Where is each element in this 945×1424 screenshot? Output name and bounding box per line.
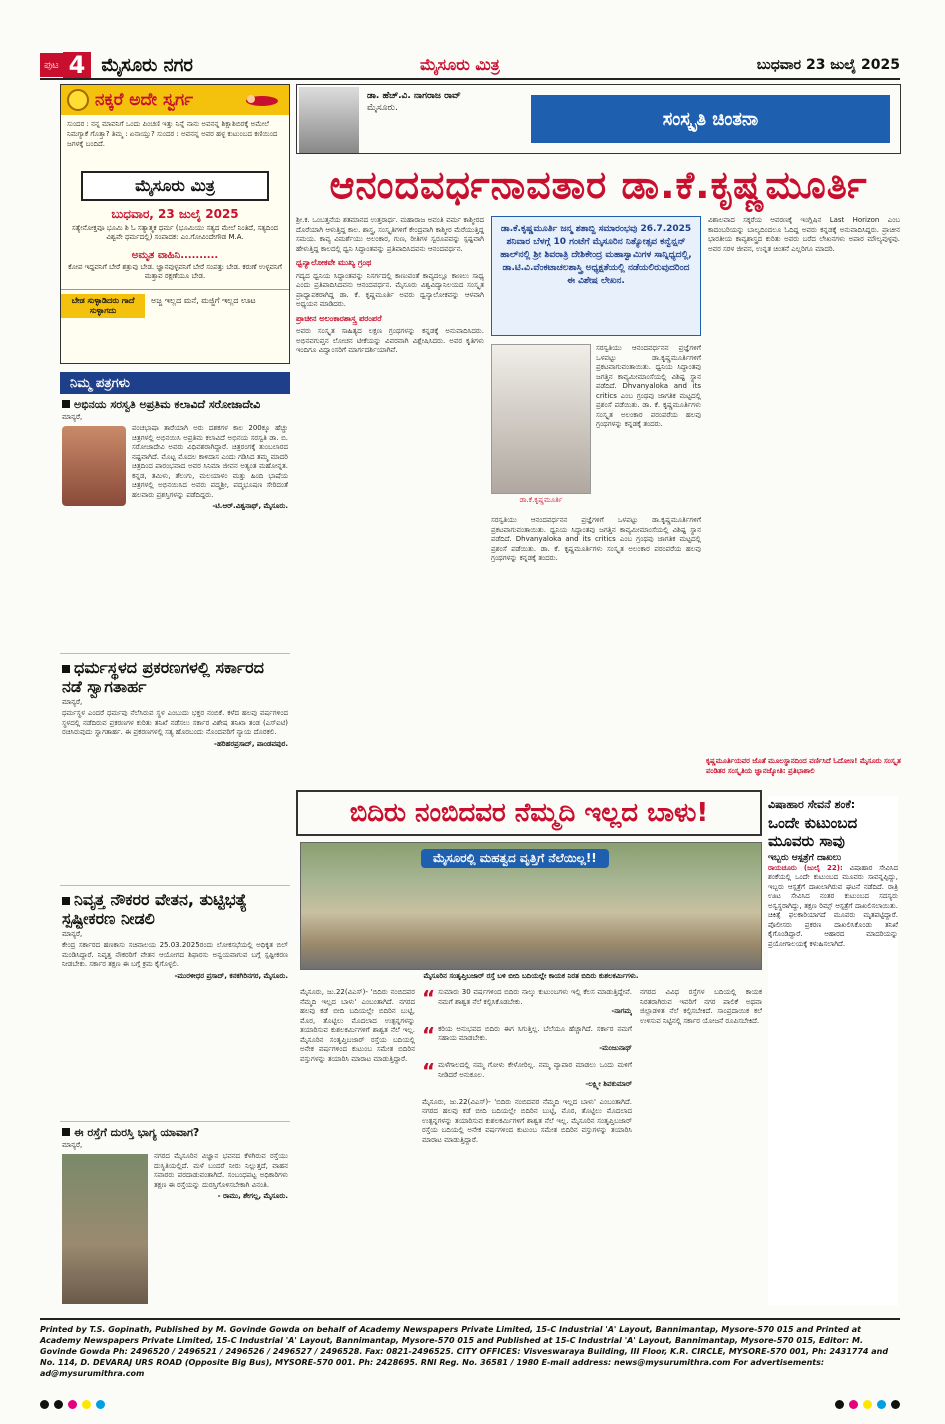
- amrita-title: ಅಮೃತ ವಾಹಿನಿ..........: [131, 250, 219, 261]
- page-number: 4: [63, 52, 92, 78]
- letter-salutation: ಮಾನ್ಯರೆ,: [62, 1141, 83, 1149]
- culture-column-header: [296, 84, 901, 154]
- letter-salutation: ಮಾನ್ಯರೆ,: [62, 413, 83, 421]
- quote-block: “ ಕರಿಯ ಅನುಭವದ ಬಿದಿರು ಈಗ ಸಿಗುತ್ತಿಲ್ಲ. ಬೆಲೆಯೂ ಹೆಚ್ಚಾಗಿದೆ. ಸರ್ಕಾರ ನಮಗೆ ಸಹಾಯ ಮಾಡಬೇಕು. -ಮಂಜುನಾಥ್: [422, 1022, 632, 1052]
- registration-dot: [877, 1400, 886, 1409]
- section-title: ಮೈಸೂರು ನಗರ: [101, 54, 193, 76]
- letter-item: [60, 654, 290, 886]
- photo-caption: ಡಾ.ಕೆ.ಕೃಷ್ಣಮೂರ್ತಿ: [519, 496, 563, 504]
- quote-author: -ಮಂಜುನಾಥ್: [599, 1043, 632, 1052]
- bamboo-caption: ಮೈಸೂರಿನ ಸಂತೃಪ್ತಿಬಜಾರ್ ರಸ್ತೆ ಬಳಿ ಬೀದಿ ಬದಿಯಲ್ಲೇ ಕಾಯಕ ನಿರತ ಬಿದಿರು ಕುಶಲಕರ್ಮಿಗಳು.: [423, 972, 639, 980]
- letter-body: ಪಂಚಭಾಷಾ ತಾರೆಯಾಗಿ ಅರು ದಶಕಗಳ ಕಾಲ 200ಕ್ಕೂ ಹೆಚ್ಚು ಚಿತ್ರಗಳಲ್ಲಿ ಅಭಿನಯಿಸಿ ಅಪ್ರತಿಮ ಕಲಾವಿದೆ ಅಭಿನಯ ಸರಸ್ವತಿ ಡಾ. ಬಿ. ಸರೋಜಾದೇವಿ ಅವರು ವಿಧಿವಶರಾಗಿದ್ದಾರೆ. ಚಿತ್ರರಂಗಕ್ಕೆ ತುಂಬಲಾರದ ನಷ್ಟವಾಗಿದೆ. ಮೊಟ್ಟ ಮೊದಲ ಕಾಳಿದಾಸ ಎಂದು ಗಡಿಸಿದ ತಮ್ಮ ಮಾದರಿ ಚಿತ್ರದಿಂದ ಪಾರಂಭವಾದ ಅವರ ಸಿನಿಮಾ ಜೀವನ ಅತ್ಯಂತ ಮಹೋನ್ನತ. ಕನ್ನಡ, ತಮಿಳು, ತೆಲುಗು, ಮಲಯಾಳಂ ಮತ್ತು ಹಿಂದಿ ಭಾಷೆಯ ಚಿತ್ರಗಳಲ್ಲಿ ಅಭಿನಯಿಸಿದ ಅವರು ಪದ್ಮಶ್ರೀ, ಪದ್ಮಭೂಷಣ ಸೇರಿದಂತೆ ಹಲವಾರು ಪ್ರಶಸ್ತಿಗಳನ್ನು ಪಡೆದಿದ್ದರು.: [132, 424, 288, 499]
- registration-dot: [891, 1400, 900, 1409]
- joke-box: [60, 84, 290, 364]
- amrita-text: ಕೋಪ ಇದ್ದವನಿಗೆ ಬೇರೆ ಶತ್ರುವು ಬೇಡ. ಜ್ಞಾನವುಳ್ಳವನಿಗೆ ಬೇರೆ ಸಂಪತ್ತು ಬೇಡ. ಕರುಣೆ ಉಳ್ಳವನಿಗೆ ಮತ್ತಾವ ರಕ್ಷಣೆಯೂ ಬೇಡ.: [68, 263, 282, 280]
- quote-mark-icon: “: [422, 1022, 436, 1047]
- letter-item: [60, 394, 290, 654]
- article-paragraph: ವಿಶಾಲವಾದ ಸಕ್ಕರೆಯ ಆವರಣಕ್ಕೆ ಇಂಗ್ಲಿಷಿನ Last Horizon ಎಂಬ ಕಾದಂಬರಿಯನ್ನು ಬಾಲ್ಯದಿಂದಲೂ ಓದಿದ್ದ ಅವರು ಕನ್ನಡಕ್ಕೆ ಅನುವಾದಿಸಿದ್ದರು. ಪ್ರಾಚೀನ ಭಾರತೀಯ ಕಾವ್ಯಶಾಸ್ತ್ರದ ಕುರಿತು ಅವರು ಬರೆದ ಲೇಖನಗಳು ಅಪಾರ ಮೌಲ್ಯವುಳ್ಳವು. ಅವರ ಸರಳ ಜೀವನ, ಉನ್ನತ ಚಿಂತನೆ ಎಲ್ಲರಿಗೂ ಮಾದರಿ.: [708, 216, 900, 253]
- event-notice: ಡಾ.ಕೆ.ಕೃಷ್ಣಮೂರ್ತಿ ಜನ್ಮ ಶತಾಬ್ದಿ ಸಮಾರಂಭವು 26.7.2025 ಶನಿವಾರ ಬೆಳಗ್ಗೆ 10 ಗಂಟೆಗೆ ಮೈಸೂರಿನ ನಿತ್ಯೋತ್ಸವ ಕನ್ವೆನ್ಷನ್ ಹಾಲ್‌ನಲ್ಲಿ ಶ್ರೀ ಶಿವರಾತ್ರಿ ದೇಶಿಕೇಂದ್ರ ಮಹಾಸ್ವಾಮಿಗಳ ಸಾನ್ನಿಧ್ಯದಲ್ಲಿ, ಡಾ.ಟಿ.ವಿ.ವೆಂಕಟಾಚಲಶಾಸ್ತ್ರಿ ಅಧ್ಯಕ್ಷತೆಯಲ್ಲಿ ನಡೆಯಲಿರುವುದರಿಂದ ಈ ವಿಶೇಷ ಲೇಖನ.: [491, 216, 701, 336]
- side-story-sub: ಇಬ್ಬರು ಆಸ್ಪತ್ರೆಗೆ ದಾಖಲು: [768, 853, 842, 863]
- actress-portrait: [62, 426, 126, 506]
- quote-author: -ನಾಗಮ್ಮ: [611, 1007, 632, 1015]
- masthead: [40, 52, 900, 80]
- joke-text: ಸುಂದರ : ನನ್ನ ಮಾವನಿಗೆ ಒಂದು ಪಿಂಚಣಿ ಇತ್ತು ನಿನ್ನೆ ನಾನು ಅವನನ್ನ ಶಿಕ್ಷಾಶಿಬಿರಕ್ಕೆ ಅಮೇಲೆ ನಿಮಗ್ಯಾಕೆ ಗೊತ್ತಾ? ತಿಮ್ಮ : ಏನಾಯ್ತು? ಸುಂದರ : ಅವನನ್ನ ಅವರ ಹಳ್ಳ ಕುಟುಂಬದ ಕಣಿಯಿಂದ ಜಗಳಕ್ಕೆ ಬಂದಿದೆ.: [67, 120, 278, 148]
- bullet-square-icon: [62, 400, 70, 408]
- letter-body: ಧರ್ಮಸ್ಥಳ ಎಂದರೆ ಧರ್ಮವು ನೆಲೆಸಿರುವ ಸ್ಥಳ ಎಂಬುದು ಭಕ್ತರ ನಂಬಿಕೆ. ಕಳೆದ ಹಲವು ವರ್ಷಗಳಿಂದ ಸ್ಥಳದಲ್ಲಿ ನಡೆದಿರುವ ಪ್ರಕರಣಗಳ ಕುರಿತು ತನಿಖೆ ನಡೆಸಲು ಸರ್ಕಾರ ವಿಶೇಷ ತನಿಖಾ ತಂಡ (ಎಸ್‌ಐಟಿ) ರಚಿಸಿರುವುದು ಸ್ವಾಗತಾರ್ಹ. ಈ ಪ್ರಕರಣಗಳಲ್ಲಿ ಸತ್ಯ ಹೊರಬಂದು ನೊಂದವರಿಗೆ ನ್ಯಾಯ ದೊರಕಲಿ.: [62, 709, 288, 736]
- imprint-footer: Printed by T.S. Gopinath, Published by M. Govinde Gowda on behalf of Academy Newspapers Private Limited, 15-C Industrial 'A' Layout, Bannimantap, Mysore-570 015 and Printed at Academy Newspapers Private Limited, 15-C Industrial 'A' Layout, Bannimantap, Mysore-570 015 and Published at 15-C Industrial 'A' Layout, Bannimantap, Mysore-570 015, Editor: M. Govinde Gowda Ph: 2496520 / 2496521 / 2496526 / 2496527 / 2496528. Fax: 0821-2496525. CITY OFFICES: Visveswaraya Building, III Floor, K.R. CIRCLE, MYSORE-570 001, Ph: 2431774 and No. 114, D. DEVARAJ URS ROAD (Opposite Big Bus), MYSORE-570 001. Ph: 2428695. RNI Reg. No. 36581 / 1980 E-mail address: news@mysurumithra.com For advertisements: ad@mysurumithra.com: [40, 1318, 900, 1386]
- proverb: [61, 289, 289, 318]
- dateline: ರಾಯಚೂರು (ಜುಲೈ 22):: [768, 863, 843, 872]
- letters-heading: ನಿಮ್ಮ ಪತ್ರಗಳು: [60, 372, 290, 394]
- letter-body: ಕೇಂದ್ರ ಸರ್ಕಾರದ ಹಣಕಾಸು ಸಚಿವಾಲಯ 25.03.2025ರಂದು ಲೋಕಸಭೆಯಲ್ಲಿ ಅಧಿಕೃತ ಬಿಲ್ ಮಂಡಿಸಿದ್ದಾರೆ. ನಿವೃತ್ತ ನೌಕರರಿಗೆ ವೇತನ ಆಯೋಗದ ಶಿಫಾರಸು ಅನ್ವಯವಾಗುವ ಬಗ್ಗೆ ಸ್ಪಷ್ಟೀಕರಣ ನೀಡಬೇಕು. ಸರ್ಕಾರ ತಕ್ಷಣ ಈ ಬಗ್ಗೆ ಕ್ರಮ ಕೈಗೊಳ್ಳಲಿ.: [62, 941, 288, 968]
- quote-author: -ಲಕ್ಷ್ಮೀ ಶಿವಕುಮಾರ್: [585, 1080, 632, 1088]
- letter-signature: -ಮುರಳೀಧರ ಪ್ರಸಾದ್, ಕನಕಗಿರಿನಗರ, ಮೈಸೂರು.: [174, 971, 288, 980]
- letter-title: ಅಭಿನಯ ಸರಸ್ವತಿ ಅಪ್ರತಿಮ ಕಲಾವಿದೆ ಸರೋಜಾದೇವಿ: [62, 398, 288, 411]
- registration-dot: [96, 1400, 105, 1409]
- paper-logo: ಮೈಸೂರು ಮಿತ್ರ: [81, 171, 269, 201]
- letter-title: ಧರ್ಮಸ್ಥಳದ ಪ್ರಕರಣಗಳಲ್ಲಿ ಸರ್ಕಾರದ ನಡೆ ಸ್ವಾಗತಾರ್ಹ: [62, 658, 264, 696]
- krishnamurthy-portrait: [491, 344, 591, 494]
- letter-signature: - ರಾಮು, ಶೇಗಲ್ಲ, ಮೈಸೂರು.: [217, 1192, 288, 1200]
- registration-dot: [82, 1400, 91, 1409]
- registration-dot: [863, 1400, 872, 1409]
- author-place: ಮೈಸೂರು.: [367, 103, 398, 113]
- left-column: [60, 84, 290, 1312]
- article-column-2a: [596, 344, 701, 504]
- letter-title: ನಿವೃತ್ತ ನೌಕರರ ವೇತನ, ತುಟ್ಟಿಭತ್ಯೆ ಸ್ಪಷ್ಟೀಕರಣ ನೀಡಲಿ: [62, 890, 247, 928]
- quote-block: “ ಮಳೆಗಾಲದಲ್ಲಿ ನಮ್ಮ ಗೋಳು ಕೇಳೋರಿಲ್ಲ. ನಮ್ಮ ವ್ಯಾಪಾರ ಮಾಡಲು ಒಂದು ಮಳಿಗೆ ನೀಡಿದರೆ ಅನುಕೂಲ. -ಲಕ್ಷ್ಮೀ ಶಿವಕುಮಾರ್: [422, 1059, 632, 1088]
- side-story-body: ಇಬ್ಬರು ಆಸ್ಪತ್ರೆಗೆ ದಾಖಲು ರಾಯಚೂರು (ಜುಲೈ 22): ವಿಷಾಹಾರ ಸೇವಿಸಿದ ಶಂಕೆಯಲ್ಲಿ ಒಂದೇ ಕುಟುಂಬದ ಮೂವರು ಸಾವನ್ನಪ್ಪಿದ್ದು, ಇಬ್ಬರು ಆಸ್ಪತ್ರೆಗೆ ದಾಖಲಾಗಿರುವ ಘಟನೆ ನಡೆದಿದೆ. ರಾತ್ರಿ ಊಟ ಸೇವಿಸಿದ ನಂತರ ಕುಟುಂಬದ ಸದಸ್ಯರು ಅಸ್ವಸ್ಥರಾಗಿದ್ದು, ತಕ್ಷಣ ರಿಮ್ಸ್ ಆಸ್ಪತ್ರೆಗೆ ದಾಖಲಿಸಲಾಯಿತು. ಚಿಕಿತ್ಸೆ ಫಲಕಾರಿಯಾಗದೆ ಮೂವರು ಮೃತಪಟ್ಟಿದ್ದಾರೆ. ಪೊಲೀಸರು ಪ್ರಕರಣ ದಾಖಲಿಸಿಕೊಂಡು ತನಿಖೆ ಕೈಗೊಂಡಿದ್ದಾರೆ. ಆಹಾರದ ಮಾದರಿಯನ್ನು ಪ್ರಯೋಗಾಲಯಕ್ಕೆ ಕಳುಹಿಸಲಾಗಿದೆ.: [768, 853, 898, 948]
- color-dots-right: [835, 1400, 900, 1409]
- proverb-label: ಬೇಡ ಸುಳ್ಳಾಡಿದರು ಗಾದೆ ಸುಳ್ಳಾಗದು: [61, 294, 145, 318]
- article-subhead: ಪ್ರಾಚೀನ ಅಲಂಕಾರಶಾಸ್ತ್ರ ಪರಂಪರೆ: [296, 313, 382, 323]
- registration-dot: [849, 1400, 858, 1409]
- bullet-square-icon: [62, 1128, 70, 1136]
- author-info: [361, 85, 521, 153]
- bamboo-crafts-photo: [300, 842, 762, 970]
- color-dots-left: [40, 1400, 105, 1409]
- side-story: [768, 796, 898, 1306]
- article-paragraph: ನಗರದ ವಿವಿಧ ರಸ್ತೆಗಳ ಬದಿಯಲ್ಲಿ ಕಾಯಕ ನಿರತರಾಗಿರುವ ಇವರಿಗೆ ನಗರ ಪಾಲಿಕೆ ಅಥವಾ ಜಿಲ್ಲಾಡಳಿತ ನೆಲೆ ಕಲ್ಪಿಸಬೇಕಿದೆ. ಸಾಂಪ್ರದಾಯಿಕ ಕಲೆ ಉಳಿಸುವ ನಿಟ್ಟಿನಲ್ಲಿ ಸರ್ಕಾರ ಯೋಜನೆ ರೂಪಿಸಬೇಕಿದೆ.: [640, 988, 762, 1025]
- photo-banner: ಮೈಸೂರಲ್ಲಿ ಮಹತ್ವದ ವೃತ್ತಿಗೆ ನೆಲೆಯಿಲ್ಲ!!: [421, 849, 609, 868]
- masthead-date: ಬುಧವಾರ 23 ಜುಲೈ 2025: [756, 57, 900, 73]
- article-paragraph: ಮೈಸೂರು, ಜು.22(ವಿಎಸ್)- 'ಬಿದಿರು ನಂಬಿದವರ ನೆಮ್ಮದಿ ಇಲ್ಲದ ಬಾಳು' ಎಂಬಂತಾಗಿದೆ. ನಗರದ ಹಲವು ಕಡೆ ಬೀದಿ ಬದಿಯಲ್ಲೇ ಬಿದಿರಿನ ಬುಟ್ಟಿ, ಮೊರ, ತೊಟ್ಟಿಲು ಮೊದಲಾದ ಉತ್ಪನ್ನಗಳನ್ನು ತಯಾರಿಸುವ ಕುಶಲಕರ್ಮಿಗಳಿಗೆ ಶಾಶ್ವತ ನೆಲೆ ಇಲ್ಲ. ಮೈಸೂರಿನ ಸಂತೃಪ್ತಿಬಜಾರ್ ರಸ್ತೆಯ ಬದಿಯಲ್ಲಿ ಅನೇಕ ವರ್ಷಗಳಿಂದ ಕುಟುಂಬ ಸಮೇತ ಬಿದಿರಿನ ವಸ್ತುಗಳನ್ನು ತಯಾರಿಸಿ ಮಾರಾಟ ಮಾಡುತ್ತಿದ್ದಾರೆ.: [300, 988, 415, 1063]
- letter-body: ನಗರದ ಮೈಸೂರಿನ ವಿಜ್ಞಾನ ಭವನದ ಕೆಳಗಿರುವ ರಸ್ತೆಯು ದುಸ್ಥಿತಿಯಲ್ಲಿದೆ. ಮಳೆ ಬಂದರೆ ನೀರು ನಿಲ್ಲುತ್ತದೆ, ವಾಹನ ಸವಾರರು ಪರದಾಡುವಂತಾಗಿದೆ. ಸಂಬಂಧಪಟ್ಟ ಅಧಿಕಾರಿಗಳು ತಕ್ಷಣ ಈ ರಸ್ತೆಯನ್ನು ದುರಸ್ತಿಗೊಳಿಸಬೇಕಾಗಿ ವಿನಂತಿ.: [154, 1152, 288, 1189]
- author-name: ಡಾ. ಹೆಚ್.ವಿ. ನಾಗರಾಜ ರಾವ್: [367, 91, 461, 101]
- registration-dot: [40, 1400, 49, 1409]
- article-paragraph: ಶ್ರೀ.ಕ. ಒಂಬತ್ತನೆಯ ಶತಮಾನದ ಉತ್ತರಾರ್ಧ. ಮಹಾರಾಜ ಅವಂತಿ ವರ್ಮ ಕಾಶ್ಮೀರದ ದೊರೆಯಾಗಿ ಆಳುತ್ತಿದ್ದ ಕಾಲ. ಶಾಸ್ತ್ರ, ಸಂಸ್ಕೃತಿಗಳಿಗೆ ಕೇಂದ್ರವಾಗಿ ಕಾಶ್ಮೀರ ಮೆರೆಯುತ್ತಿದ್ದ ಸಮಯ. ಕಾವ್ಯ ವಿಮರ್ಶೆಯು ಅಲಂಕಾರ, ಗುಣ, ರೀತಿಗಳ ಸ್ವರೂಪವನ್ನು ಸ್ಪಷ್ಟವಾಗಿ ಹೇಳುತ್ತಿದ್ದ ಕಾಲದಲ್ಲಿ ಧ್ವನಿ ಸಿದ್ಧಾಂತವನ್ನು ಪ್ರತಿಪಾದಿಸಿದವನು ಆನಂದವರ್ಧನ.: [296, 216, 484, 253]
- registration-dot: [68, 1400, 77, 1409]
- bamboo-quotes: [422, 988, 632, 1308]
- side-story-headline: ವಿಷಾಹಾರ ಸೇವನೆ ಶಂಕೆ: ಒಂದೇ ಕುಟುಂಬದ ಮೂವರು ಸಾವು: [768, 796, 898, 850]
- registration-dot: [835, 1400, 844, 1409]
- article-footnote: ಕೃಷ್ಣಮೂರ್ತಿಯವರ ಜೊತೆ ಮೂಲಸ್ಥಾನದಿಂದ ವರ್ಣಿಸಿದೆ ಓದೋಣ! ಮೈಸೂರು ಸಂಸ್ಕೃತ ಪಂಡಿತರ ಸಂಸ್ಕೃತಿಯ ಜ್ಞಾನಜ್ಯೋತಿ: ಪ್ರತಿಭಾಶಾಲಿ: [706, 757, 901, 775]
- article-column-2: [491, 516, 701, 776]
- joke-header: [61, 85, 289, 115]
- article-paragraph: ಸರಸ್ವತಿಯು ಆನಂದವರ್ಧನನ ಪ್ರಜ್ಞೆಗಳಿಗೆ ಒಳಪಟ್ಟು ಡಾ.ಕೃಷ್ಣಮೂರ್ತಿಗಳಿಗೆ ಪ್ರಕಟವಾಗುವಂತಾಯಿತು. ಧ್ವನಿಯ ಸಿದ್ಧಾಂತವು ಜಗತ್ತಿನ ಕಾವ್ಯಮೀಮಾಂಸೆಯಲ್ಲಿ ವಿಶಿಷ್ಟ ಸ್ಥಾನ ಪಡೆದಿದೆ. Dhvanyaloka and its critics ಎಂಬ ಗ್ರಂಥವು ಜಾಗತಿಕ ಮಟ್ಟದಲ್ಲಿ ಪ್ರಶಂಸೆ ಪಡೆಯಿತು. ಡಾ. ಕೆ. ಕೃಷ್ಣಮೂರ್ತಿಗಳು ಸಂಸ್ಕೃತ ಅಲಂಕಾರ ಪರಂಪರೆಯ ಹಲವು ಗ್ರಂಥಗಳನ್ನು ಕನ್ನಡಕ್ಕೆ ತಂದರು.: [596, 344, 701, 428]
- registration-marks: [40, 1400, 900, 1409]
- article-paragraph: ಸರಸ್ವತಿಯು ಆನಂದವರ್ಧನನ ಪ್ರಜ್ಞೆಗಳಿಗೆ ಒಳಪಟ್ಟು ಡಾ.ಕೃಷ್ಣಮೂರ್ತಿಗಳಿಗೆ ಪ್ರಕಟವಾಗುವಂತಾಯಿತು. ಧ್ವನಿಯ ಸಿದ್ಧಾಂತವು ಜಗತ್ತಿನ ಕಾವ್ಯಮೀಮಾಂಸೆಯಲ್ಲಿ ವಿಶಿಷ್ಟ ಸ್ಥಾನ ಪಡೆದಿದೆ. Dhvanyaloka and its critics ಎಂಬ ಗ್ರಂಥವು ಜಾಗತಿಕ ಮಟ್ಟದಲ್ಲಿ ಪ್ರಶಂಸೆ ಪಡೆಯಿತು. ಡಾ. ಕೆ. ಕೃಷ್ಣಮೂರ್ತಿಗಳು ಸಂಸ್ಕೃತ ಅಲಂಕಾರ ಪರಂಪರೆಯ ಹಲವು ಗ್ರಂಥಗಳನ್ನು ಕನ್ನಡಕ್ಕೆ ತಂದರು.: [491, 516, 701, 562]
- author-photo: [299, 87, 359, 153]
- quote-mark-icon: “: [422, 988, 436, 1010]
- letter-item: [60, 886, 290, 1122]
- cartoon-figure-icon: [243, 91, 281, 111]
- quote-block: “ ಸುಮಾರು 30 ವರ್ಷಗಳಿಂದ ಬಿದಿರು ನಾಲ್ಕು ಕುಟುಂಬಗಳು ಇಲ್ಲಿ ಕೆಲಸ ಮಾಡುತ್ತಿದ್ದೇವೆ. ನಮಗೆ ಶಾಶ್ವತ ನೆಲೆ ಕಲ್ಪಿಸಿಕೊಡಬೇಕು. -ನಾಗಮ್ಮ: [422, 988, 632, 1015]
- letter-title: ಈ ರಸ್ತೆಗೆ ದುರಸ್ತಿ ಭಾಗ್ಯ ಯಾವಾಗ?: [62, 1126, 288, 1139]
- bamboo-column-1: [300, 988, 415, 1308]
- letter-signature: -ಟಿ.ಆರ್.ವಿಶ್ವನಾಥ್, ಮೈಸೂರು.: [212, 502, 288, 510]
- main-headline: ಆನಂದವರ್ಧನಾವತಾರ ಡಾ.ಕೆ.ಕೃಷ್ಣಮೂರ್ತಿ: [329, 163, 868, 207]
- quote-mark-icon: “: [422, 1059, 436, 1083]
- joke-title: ನಕ್ಕರೆ ಅದೇ ಸ್ವರ್ಗ: [95, 90, 194, 110]
- article-paragraph: ಅವರು ಸಂಸ್ಕೃತ ಸಾಹಿತ್ಯದ ಲಕ್ಷಣ ಗ್ರಂಥಗಳನ್ನು ಕನ್ನಡಕ್ಕೆ ಅನುವಾದಿಸಿದರು. ಅಭಿನವಗುಪ್ತನ ಲೋಚನ ಟೀಕೆಯನ್ನು ವಿವರವಾಗಿ ವಿಶ್ಲೇಷಿಸಿದರು. ಅವರ ಕೃತಿಗಳು ಇಂದಿಗೂ ವಿದ್ವಾಂಸರಿಗೆ ಮಾರ್ಗದರ್ಶಿಯಾಗಿವೆ.: [296, 327, 484, 354]
- article-paragraph: ಮೈಸೂರು, ಜು.22(ವಿಎಸ್)- 'ಬಿದಿರು ನಂಬಿದವರ ನೆಮ್ಮದಿ ಇಲ್ಲದ ಬಾಳು' ಎಂಬಂತಾಗಿದೆ. ನಗರದ ಹಲವು ಕಡೆ ಬೀದಿ ಬದಿಯಲ್ಲೇ ಬಿದಿರಿನ ಬುಟ್ಟಿ, ಮೊರ, ತೊಟ್ಟಿಲು ಮೊದಲಾದ ಉತ್ಪನ್ನಗಳನ್ನು ತಯಾರಿಸುವ ಕುಶಲಕರ್ಮಿಗಳಿಗೆ ಶಾಶ್ವತ ನೆಲೆ ಇಲ್ಲ. ಮೈಸೂರಿನ ಸಂತೃಪ್ತಿಬಜಾರ್ ರಸ್ತೆಯ ಬದಿಯಲ್ಲಿ ಅನೇಕ ವರ್ಷಗಳಿಂದ ಕುಟುಂಬ ಸಮೇತ ಬಿದಿರಿನ ವಸ್ತುಗಳನ್ನು ತಯಾರಿಸಿ ಮಾರಾಟ ಮಾಡುತ್ತಿದ್ದಾರೆ.: [422, 1097, 632, 1144]
- article-column-3: [708, 216, 900, 746]
- bamboo-column-3: [640, 988, 762, 1308]
- letter-signature: -ಹರಿಹರಪ್ರಸಾದ್, ಪಾಂಡವಪುರ.: [214, 739, 288, 748]
- bullet-square-icon: [62, 665, 70, 673]
- bullet-square-icon: [62, 897, 70, 905]
- road-photo: [62, 1154, 148, 1304]
- bamboo-headline: ಬಿದಿರು ನಂಬಿದವರ ನೆಮ್ಮದಿ ಇಲ್ಲದ ಬಾಳು!: [296, 790, 762, 836]
- letter-item: [60, 1122, 290, 1312]
- paper-name: ಮೈಸೂರು ಮಿತ್ರ: [420, 55, 500, 74]
- article-paragraph: ಗದ್ಯದ ಧ್ವನಿಯ ಸಿದ್ಧಾಂತವನ್ನು ನಿಸರ್ಗದಲ್ಲಿ ಕಾಣುವಂತೆ ಕಾವ್ಯದಲ್ಲೂ ಕಾಣಲು ಸಾಧ್ಯ ಎಂದು ಪ್ರತಿಪಾದಿಸಿದವನು ಆನಂದವರ್ಧನ. ಮೈಸೂರು ವಿಶ್ವವಿದ್ಯಾನಿಲಯದ ಸಂಸ್ಕೃತ ಪ್ರಾಧ್ಯಾಪಕರಾಗಿದ್ದ ಡಾ. ಕೆ. ಕೃಷ್ಣಮೂರ್ತಿ ಅವರು ಧ್ವನ್ಯಾಲೋಕವನ್ನು ಆಳವಾಗಿ ಅಧ್ಯಯನ ಮಾಡಿದರು.: [296, 271, 484, 308]
- edition-date: ಬುಧವಾರ, 23 ಜುಲೈ 2025: [111, 207, 239, 221]
- registration-dot: [54, 1400, 63, 1409]
- editor-note: ಸತ್ಯೇನೋಕ್ತವೂ ಭೂಮಿ ಶಿ ಓ ಸತ್ಯಾತ್ಮಕ ಧರ್ಮ (ಭೂಮಿಯು ಸತ್ಯದ ಮೇಲೆ ನಿಂತಿದೆ, ಸತ್ಯದಿಂದ ವಿಶ್ವವೇ ಧರ್ಮದಲ್ಲಿ) ಸಂಪಾದಕ: ಎಂ.ಗೋವಿಂದೇಗೌಡ M.A.: [71, 224, 279, 241]
- article-column-1: [296, 216, 484, 776]
- side-story-kicker: ವಿಷಾಹಾರ ಸೇವನೆ ಶಂಕೆ:: [768, 798, 856, 811]
- page-label: ಪುಟ: [40, 53, 63, 77]
- letter-salutation: ಮಾನ್ಯರೆ,: [62, 930, 83, 938]
- letter-salutation: ಮಾನ್ಯರೆ,: [62, 698, 83, 706]
- main-article: [296, 216, 901, 786]
- proverb-text: ಅಜ್ಜ ಇಲ್ಲದ ಮನೆ, ಮಜ್ಜಿಗೆ ಇಲ್ಲದ ಊಟ: [151, 296, 256, 305]
- column-name: ಸಂಸ್ಕೃತಿ ಚಿಂತನಾ: [531, 95, 890, 143]
- article-subhead: ಧ್ವನ್ಯಾಲೋಕವೇ ಮುಖ್ಯ ಗ್ರಂಥ: [296, 258, 372, 267]
- laughing-face-icon: [67, 89, 89, 111]
